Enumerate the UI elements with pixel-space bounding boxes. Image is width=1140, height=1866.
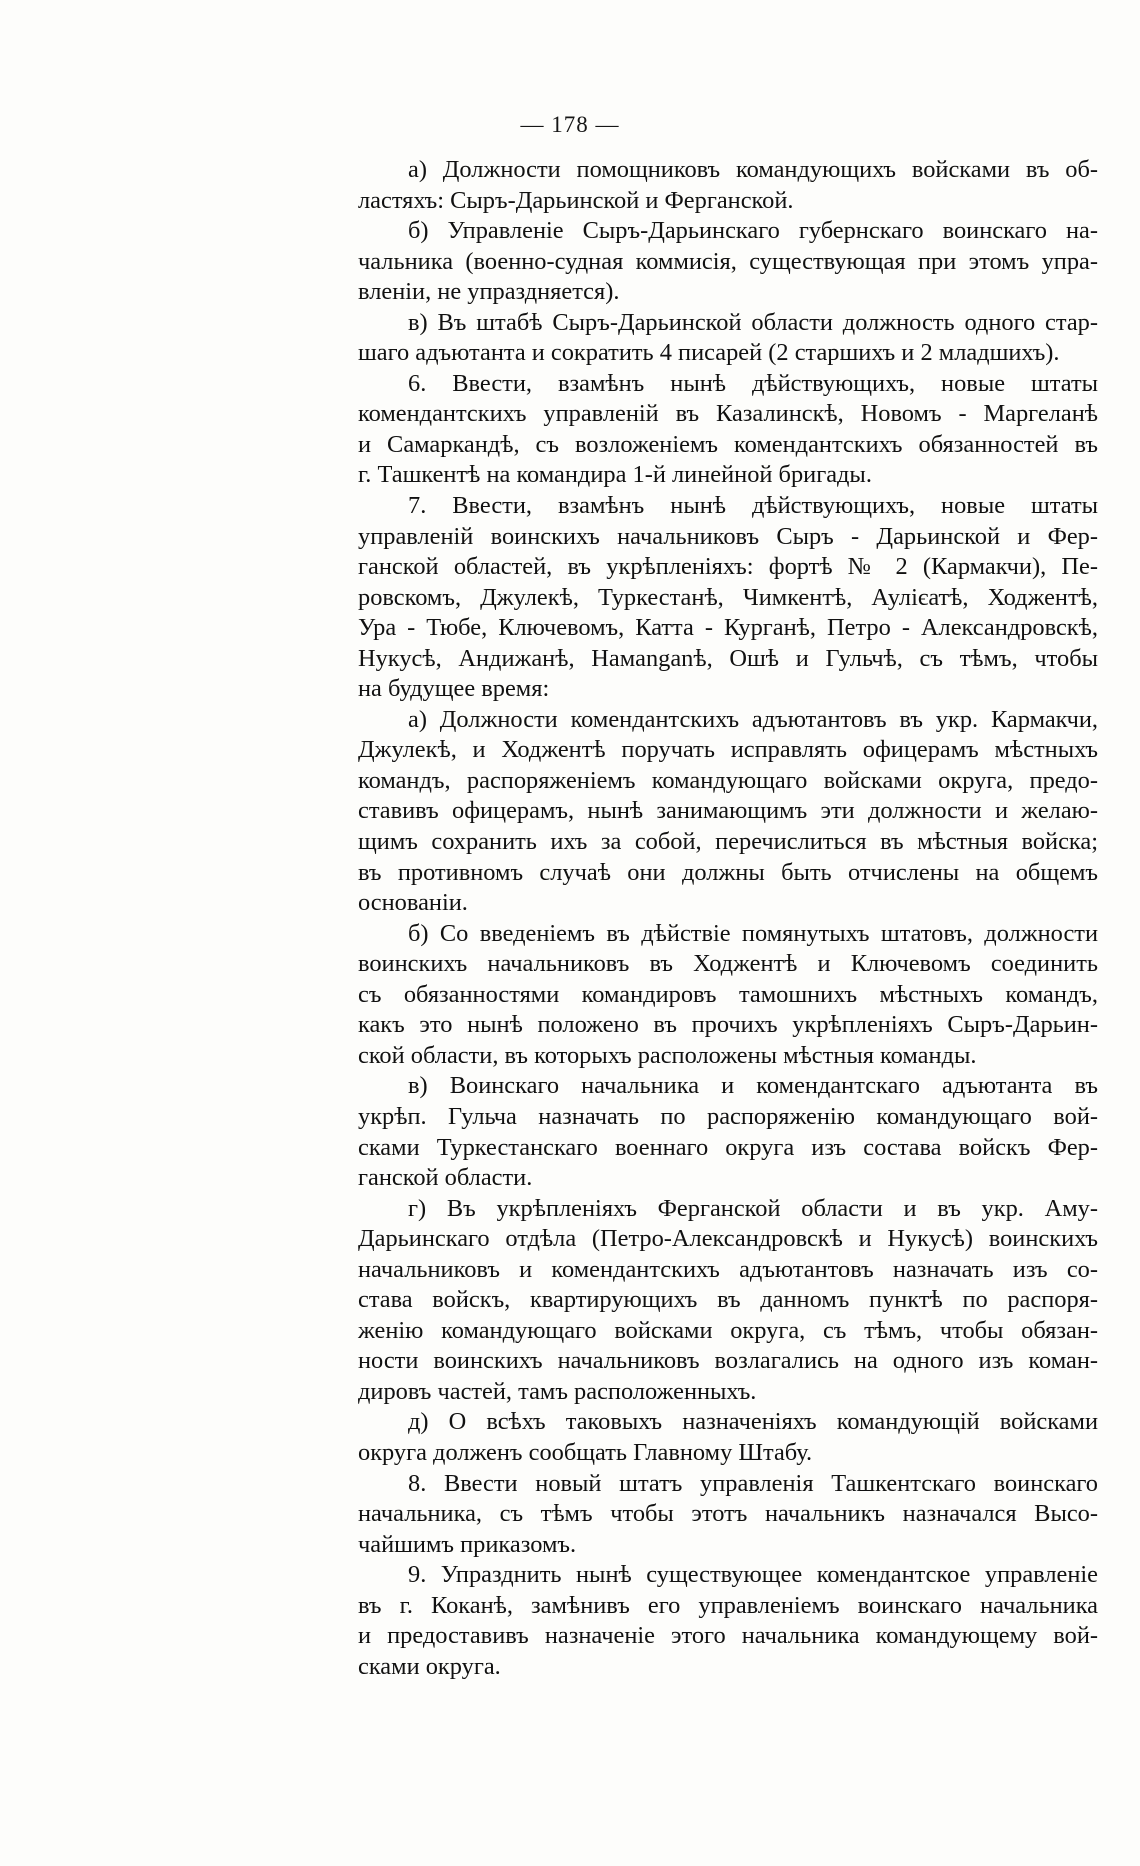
- text-line: шаго адъютанта и сократить 4 писарей (2 старшихъ и 2 младшихъ).: [358, 339, 1060, 367]
- paragraph-item-g: [358, 1194, 1098, 1408]
- text-line: 7. Ввести, взамѣнъ нынѣ дѣйствующихъ, новые штаты: [408, 492, 1098, 520]
- text-line: чальника (военно-судная коммисія, существующая при этомъ упра-: [358, 247, 1098, 275]
- text-line: в) Воинскаго начальника и комендантскаго адъютанта въ: [408, 1072, 1098, 1100]
- paragraph-item-v-2: [358, 1071, 1098, 1193]
- text-line: сками Туркестанскаго военнаго округа изъ состава войскъ Фер-: [358, 1133, 1098, 1161]
- text-line: ской области, въ которыхъ расположены мѣстныя команды.: [358, 1041, 977, 1069]
- text-line: и предоставивъ назначеніе этого начальника командующему вой-: [358, 1622, 1098, 1650]
- text-line: 8. Ввести новый штатъ управленія Ташкентскаго воинскаго: [408, 1469, 1098, 1497]
- paragraph-item-a-2: [358, 705, 1098, 919]
- text-line: въ г. Коканѣ, замѣнивъ его управленіемъ воинскаго начальника: [358, 1591, 1098, 1619]
- text-line: комендантскихъ управленій въ Казалинскѣ, Новомъ - Маргеланѣ: [358, 400, 1098, 428]
- text-line: Джулекѣ, и Ходжентѣ поручать исправлять офицерамъ мѣстныхъ: [358, 736, 1098, 764]
- text-line: ганской областей, въ укрѣпленіяхъ: фортѣ № 2 (Кармакчи), Пе-: [358, 553, 1098, 581]
- text-line: а) Должности комендантскихъ адъютантовъ въ укр. Кармакчи,: [408, 705, 1098, 733]
- text-line: г) Въ укрѣпленіяхъ Ферганской области и въ укр. Аму-: [408, 1194, 1098, 1222]
- text-line: округа долженъ сообщать Главному Штабу.: [358, 1438, 813, 1466]
- paragraph-item-7: [358, 491, 1098, 705]
- text-line: воинскихъ начальниковъ въ Ходжентѣ и Ключевомъ соединить: [358, 950, 1098, 978]
- paragraph-item-b-1: [358, 216, 1098, 308]
- text-line: чайшимъ приказомъ.: [358, 1530, 577, 1558]
- text-line: начальника, съ тѣмъ чтобы этотъ начальникъ назначался Высо-: [358, 1500, 1098, 1528]
- text-line: вленіи, не упраздняется).: [358, 278, 620, 306]
- paragraph-item-8: [358, 1469, 1098, 1561]
- text-line: съ обязанностями командировъ тамошнихъ мѣстныхъ командъ,: [358, 980, 1098, 1008]
- text-line: става войскъ, квартирующихъ въ данномъ пунктѣ по распоря-: [358, 1286, 1098, 1314]
- text-line: Дарьинскаго отдѣла (Петро-Александровскѣ и Нукусѣ) воинскихъ: [358, 1225, 1098, 1253]
- paragraph-item-a-1: [358, 155, 1098, 216]
- text-line: б) Управленіе Сыръ-Дарьинскаго губернскаго воинскаго на-: [408, 217, 1098, 245]
- text-line: Нукусѣ, Андижанѣ, Намanganѣ, Ошѣ и Гульчѣ, съ тѣмъ, чтобы: [358, 644, 1098, 672]
- text-line: въ противномъ случаѣ они должны быть отчислены на общемъ: [358, 858, 1098, 886]
- text-line: дировъ частей, тамъ расположенныхъ.: [358, 1377, 757, 1405]
- text-line: щимъ сохранить ихъ за собой, перечислиться въ мѣстныя войска;: [358, 828, 1098, 856]
- text-line: укрѣп. Гульча назначать по распоряженію командующаго вой-: [358, 1102, 1098, 1130]
- paragraph-item-b-2: [358, 919, 1098, 1072]
- text-line: г. Ташкентѣ на командира 1-й линейной бригады.: [358, 461, 872, 489]
- paragraph-item-6: [358, 369, 1098, 491]
- paragraph-item-9: [358, 1560, 1098, 1682]
- text-line: д) О всѣхъ таковыхъ назначеніяхъ командующій войсками: [408, 1408, 1098, 1436]
- text-line: основаніи.: [358, 889, 468, 917]
- text-line: в) Въ штабѣ Сыръ-Дарьинской области должность одного стар-: [408, 308, 1098, 336]
- text-line: сками округа.: [358, 1652, 501, 1680]
- page-number: — 178 —: [520, 112, 620, 137]
- text-line: и Самаркандѣ, съ возложеніемъ комендантскихъ обязанностей въ: [358, 430, 1098, 458]
- paragraph-item-v-1: [358, 308, 1098, 369]
- text-line: на будущее время:: [358, 675, 550, 703]
- text-line: ставивъ офицерамъ, нынѣ занимающимъ эти должности и желаю-: [358, 797, 1098, 825]
- paragraph-item-d: [358, 1407, 1098, 1468]
- text-line: а) Должности помощниковъ командующихъ войсками въ об-: [408, 156, 1098, 183]
- text-line: ности воинскихъ начальниковъ возлагались на одного изъ коман-: [358, 1347, 1098, 1375]
- text-line: 6. Ввести, взамѣнъ нынѣ дѣйствующихъ, новые штаты: [408, 369, 1098, 397]
- text-line: Ура - Тюбе, Ключевомъ, Катта - Курганѣ, Петро - Александровскѣ,: [358, 614, 1098, 642]
- text-line: какъ это нынѣ положено въ прочихъ укрѣпленіяхъ Сыръ-Дарьин-: [358, 1011, 1098, 1039]
- text-line: 9. Упразднить нынѣ существующее комендантское управленіе: [408, 1561, 1098, 1589]
- text-line: ровскомъ, Джулекѣ, Туркестанѣ, Чимкентѣ, Аулієатѣ, Ходжентѣ,: [358, 583, 1098, 611]
- text-line: управленій воинскихъ начальниковъ Сыръ - Дарьинской и Фер-: [358, 522, 1098, 550]
- text-line: ганской области.: [358, 1164, 533, 1192]
- body-text: [358, 155, 1098, 1682]
- text-line: б) Со введеніемъ въ дѣйствіе помянутыхъ штатовъ, должности: [408, 919, 1098, 947]
- text-line: женію командующаго войсками округа, съ тѣмъ, чтобы обязан-: [358, 1316, 1098, 1344]
- text-line: начальниковъ и комендантскихъ адъютантовъ назначать изъ со-: [358, 1255, 1098, 1283]
- text-line: ластяхъ: Сыръ-Дарьинской и Ферганской.: [358, 186, 794, 214]
- text-line: командъ, распоряженіемъ командующаго войсками округа, предо-: [358, 766, 1098, 794]
